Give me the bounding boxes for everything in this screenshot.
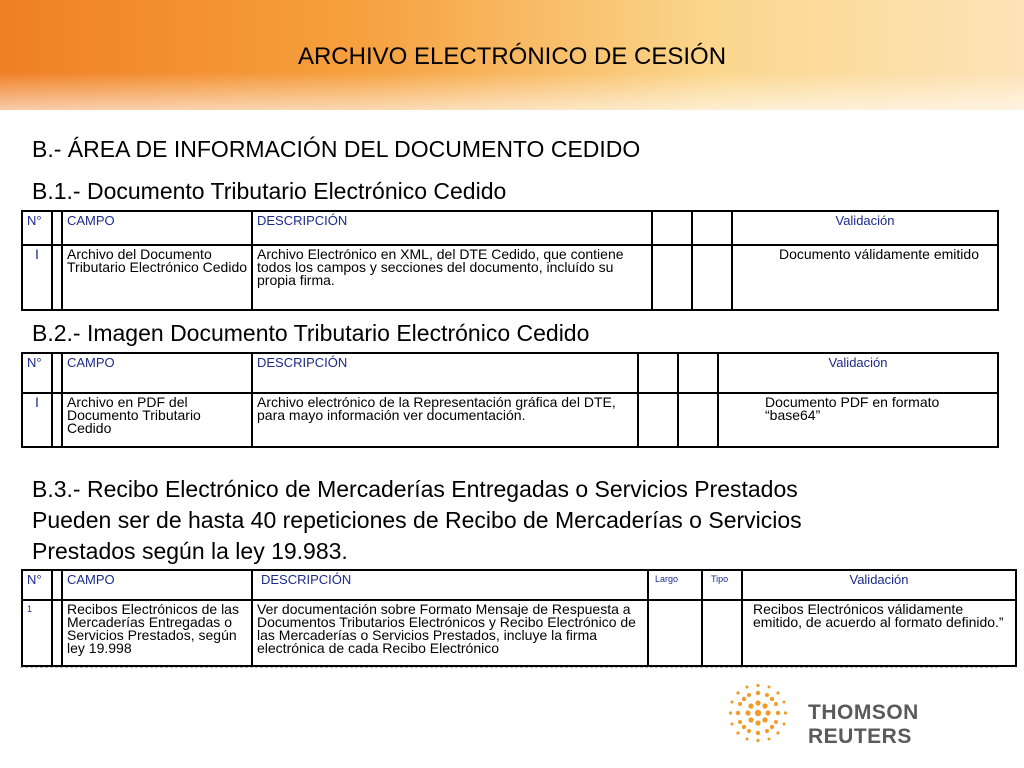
section-b-heading: B.- ÁREA DE INFORMACIÓN DEL DOCUMENTO CEDIDO <box>32 136 641 162</box>
b1-row-descripcion: Archivo Electrónico en XML, del DTE Cedido, que contiene todos los campos y secciones del documento, incluído su propia firma. <box>252 245 652 310</box>
b1-heading: B.1.- Documento Tributario Electrónico Cedido <box>32 178 507 204</box>
b2-row-campo: Archivo en PDF del Documento Tributario Cedido <box>62 393 252 447</box>
b3-header-gap <box>52 570 62 600</box>
b3-row-largo <box>648 600 702 666</box>
b3-row-gap <box>52 600 62 666</box>
footer-divider <box>20 667 998 668</box>
b1-header-blank-1 <box>652 211 692 245</box>
b3-heading-line-3: Prestados según la ley 19.983. <box>32 538 348 564</box>
b1-header-gap <box>52 211 62 245</box>
table-row <box>22 245 998 310</box>
slide-title: ARCHIVO ELECTRÓNICO DE CESIÓN <box>297 43 727 70</box>
b3-table <box>21 569 1017 667</box>
b1-row-validacion: Documento válidamente emitido <box>732 245 998 310</box>
b3-header-tipo: Tipo <box>702 570 742 600</box>
b3-row-tipo <box>702 600 742 666</box>
b3-header-n: N° <box>22 570 52 600</box>
b2-header-descripcion: DESCRIPCIÓN <box>252 353 638 393</box>
b2-header-gap <box>52 353 62 393</box>
b2-header-campo: CAMPO <box>62 353 252 393</box>
b1-header-n: N° <box>22 211 52 245</box>
logo-text: THOMSON REUTERS <box>808 701 919 748</box>
b2-header-validacion: Validación <box>718 353 998 393</box>
b3-row-validacion: Recibos Electrónicos válidamente emitido, de acuerdo al formato definido.” <box>742 600 1016 666</box>
b3-header-largo: Largo <box>648 570 702 600</box>
b2-header-n: N° <box>22 353 52 393</box>
b2-row-n: I <box>22 393 52 447</box>
b2-header-blank-1 <box>638 353 678 393</box>
table-row <box>22 393 998 447</box>
b1-row-blank-2 <box>692 245 732 310</box>
b1-header-descripcion: DESCRIPCIÓN <box>252 211 652 245</box>
b1-row-campo: Archivo del Documento Tributario Electrónico Cedido <box>62 245 252 310</box>
b2-heading: B.2.- Imagen Documento Tributario Electrónico Cedido <box>32 320 590 346</box>
b2-row-gap <box>52 393 62 447</box>
b2-row-validacion: Documento PDF en formato “base64” <box>718 393 998 447</box>
b3-row-n: 1 <box>22 600 52 666</box>
b3-header-descripcion: DESCRIPCIÓN <box>252 570 648 600</box>
b3-row-campo: Recibos Electrónicos de las Mercaderías Entregadas o Servicios Prestados, según ley 19.998 <box>62 600 252 666</box>
b3-heading-line-1: B.3.- Recibo Electrónico de Mercaderías Entregadas o Servicios Prestados <box>32 476 798 502</box>
b3-header-campo: CAMPO <box>62 570 252 600</box>
b2-row-blank-1 <box>638 393 678 447</box>
thomson-reuters-logo-icon <box>728 683 788 743</box>
b3-row-descripcion: Ver documentación sobre Formato Mensaje de Respuesta a Documentos Tributarios Electrónicos y Recibo Electrónico de las Mercaderías o Servicios Prestados, incluye la firma electrónica de cada Recibo Electrónico <box>252 600 648 666</box>
b2-row-descripcion: Archivo electrónico de la Representación gráfica del DTE, para mayo información ver documentación. <box>252 393 638 447</box>
b1-header-campo: CAMPO <box>62 211 252 245</box>
b1-header-blank-2 <box>692 211 732 245</box>
b2-row-blank-2 <box>678 393 718 447</box>
b3-heading-line-2: Pueden ser de hasta 40 repeticiones de Recibo de Mercaderías o Servicios <box>32 507 802 533</box>
b1-row-n: I <box>22 245 52 310</box>
b3-heading <box>32 474 802 567</box>
table-row <box>22 600 1016 666</box>
b1-row-gap <box>52 245 62 310</box>
b2-table <box>21 352 999 448</box>
b3-header-validacion: Validación <box>742 570 1016 600</box>
b2-header-blank-2 <box>678 353 718 393</box>
b1-table <box>21 210 999 311</box>
b1-row-blank-1 <box>652 245 692 310</box>
b1-header-validacion: Validación <box>732 211 998 245</box>
